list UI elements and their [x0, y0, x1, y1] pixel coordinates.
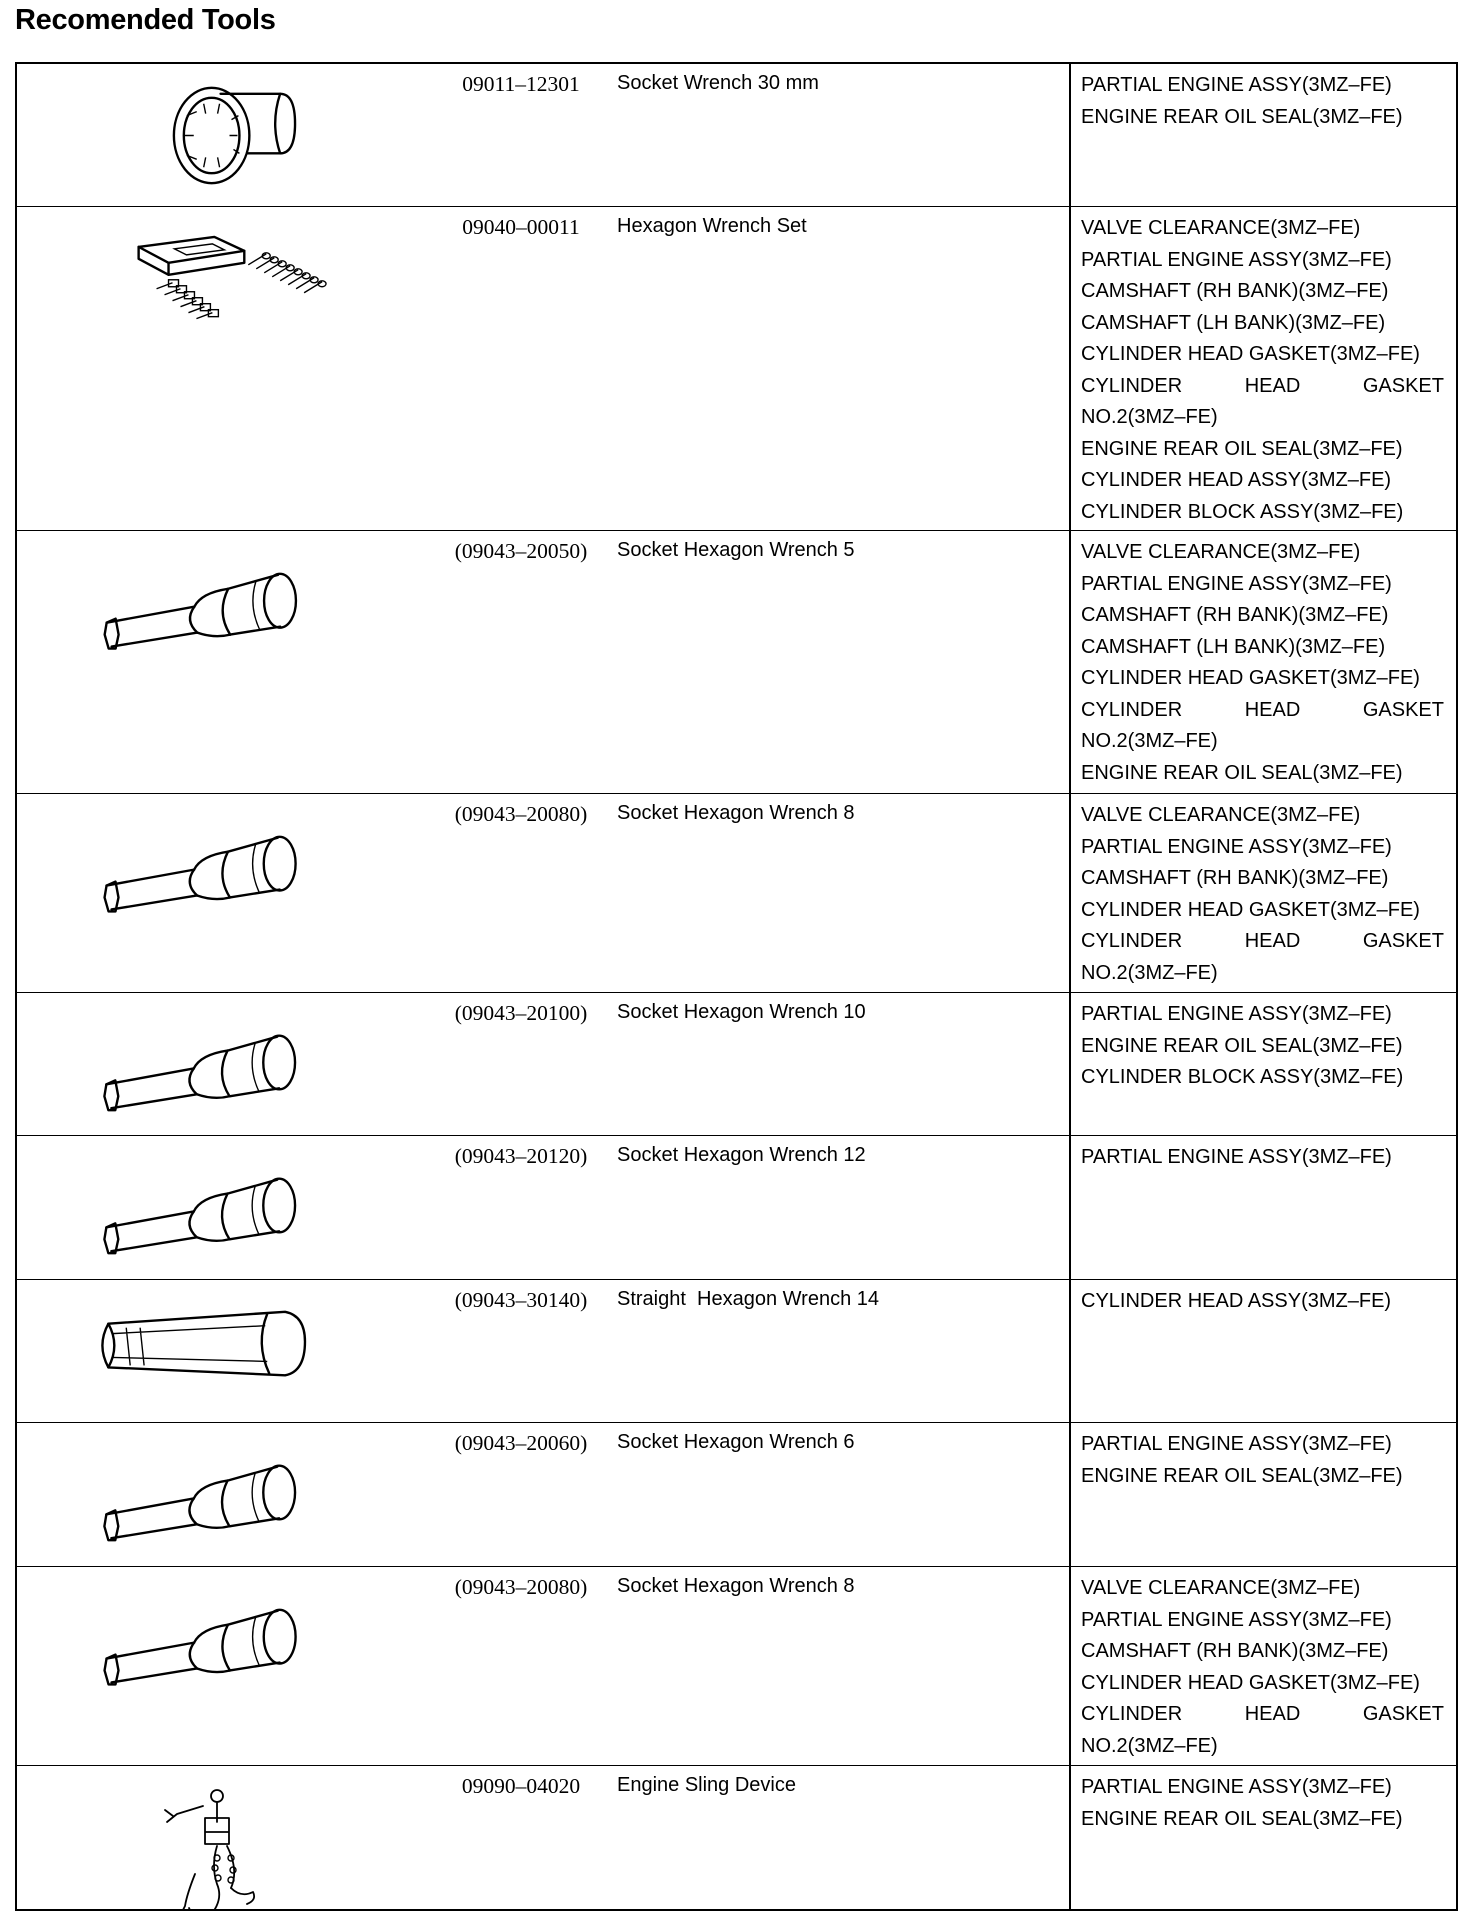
usage-item — [1081, 926, 1444, 958]
tool-name: Socket Hexagon Wrench 8 — [617, 1575, 855, 1597]
part-number: (09043–30140) — [454, 1288, 588, 1312]
usage-list — [1069, 1567, 1456, 1765]
usage-item: ENGINE REAR OIL SEAL(3MZ–FE) — [1081, 1034, 1403, 1057]
part-number: (09043–20080) — [454, 802, 588, 826]
tool-name: Socket Hexagon Wrench 5 — [617, 539, 855, 561]
usage-item: PARTIAL ENGINE ASSY(3MZ–FE) — [1081, 1146, 1392, 1168]
straight-hexagon-wrench-icon — [17, 1280, 419, 1422]
tool-name: Engine Sling Device — [617, 1774, 796, 1796]
socket-hexagon-wrench-icon — [17, 1136, 419, 1279]
part-number: 09011–12301 — [462, 72, 580, 96]
usage-item: PARTIAL ENGINE ASSY(3MZ–FE) — [1081, 835, 1392, 858]
usage-item: CAMSHAFT (LH BANK)(3MZ–FE) — [1081, 311, 1386, 334]
usage-item: CYLINDER HEAD ASSY(3MZ–FE) — [1081, 1290, 1392, 1312]
tool-row — [17, 64, 1456, 207]
usage-item: CYLINDER BLOCK ASSY(3MZ–FE) — [1081, 1066, 1404, 1088]
usage-word: HEAD — [1244, 698, 1301, 721]
part-number: 09090–04020 — [461, 1774, 581, 1798]
tool-row — [17, 531, 1456, 794]
part-number: (09043–20120) — [454, 1144, 588, 1168]
socket-30mm-icon — [17, 64, 419, 206]
socket-hexagon-wrench-icon — [17, 794, 419, 992]
usage-item: NO.2(3MZ–FE) — [1081, 730, 1218, 752]
usage-word: GASKET — [1362, 374, 1444, 397]
usage-word: GASKET — [1362, 1703, 1444, 1725]
tool-name: Socket Hexagon Wrench 6 — [617, 1431, 855, 1453]
tools-table — [15, 62, 1458, 1911]
part-number: (09043–20100) — [454, 1001, 588, 1025]
usage-item — [1081, 695, 1444, 727]
tool-row — [17, 1136, 1456, 1280]
tool-row — [17, 1766, 1456, 1909]
usage-item: VALVE CLEARANCE(3MZ–FE) — [1081, 804, 1361, 826]
usage-item: CAMSHAFT (RH BANK)(3MZ–FE) — [1081, 1640, 1389, 1662]
usage-item: CAMSHAFT (RH BANK)(3MZ–FE) — [1081, 867, 1389, 889]
usage-item: ENGINE REAR OIL SEAL(3MZ–FE) — [1081, 761, 1403, 784]
page-title: Recomended Tools — [15, 4, 276, 36]
tool-name: Hexagon Wrench Set — [617, 215, 807, 237]
socket-hexagon-wrench-icon — [17, 1423, 419, 1566]
part-number: (09043–20080) — [454, 1575, 588, 1599]
tool-name: Socket Wrench 30 mm — [617, 72, 819, 94]
part-number: (09043–20050) — [454, 539, 588, 563]
socket-hexagon-wrench-icon — [17, 1567, 419, 1765]
usage-item: NO.2(3MZ–FE) — [1081, 1734, 1218, 1757]
usage-item: VALVE CLEARANCE(3MZ–FE) — [1081, 541, 1361, 563]
tool-name: Socket Hexagon Wrench 8 — [617, 802, 855, 824]
usage-list — [1069, 1280, 1456, 1422]
usage-item: CYLINDER HEAD GASKET(3MZ–FE) — [1081, 898, 1420, 921]
tool-name: Straight Hexagon Wrench 14 — [617, 1288, 880, 1310]
usage-item: VALVE CLEARANCE(3MZ–FE) — [1081, 217, 1361, 239]
usage-item: CYLINDER HEAD ASSY(3MZ–FE) — [1081, 469, 1392, 491]
usage-word: HEAD — [1244, 1703, 1301, 1725]
usage-item: CAMSHAFT (LH BANK)(3MZ–FE) — [1081, 635, 1386, 658]
socket-hexagon-wrench-icon — [17, 993, 419, 1135]
usage-item: NO.2(3MZ–FE) — [1081, 406, 1218, 428]
usage-list — [1069, 1766, 1456, 1909]
usage-item: PARTIAL ENGINE ASSY(3MZ–FE) — [1081, 572, 1392, 595]
usage-word: HEAD — [1244, 374, 1301, 397]
usage-list — [1069, 794, 1456, 992]
usage-item — [1081, 371, 1444, 403]
usage-word: GASKET — [1362, 930, 1444, 952]
tool-name: Socket Hexagon Wrench 12 — [617, 1144, 866, 1166]
usage-item: CYLINDER HEAD GASKET(3MZ–FE) — [1081, 667, 1420, 689]
usage-item: ENGINE REAR OIL SEAL(3MZ–FE) — [1081, 1807, 1403, 1830]
usage-word: CYLINDER — [1081, 374, 1183, 397]
part-number: 09040–00011 — [462, 215, 580, 239]
usage-list — [1069, 531, 1456, 793]
usage-item: PARTIAL ENGINE ASSY(3MZ–FE) — [1081, 1003, 1392, 1025]
usage-list — [1069, 1423, 1456, 1566]
tool-row — [17, 794, 1456, 993]
usage-word: HEAD — [1244, 930, 1301, 952]
tool-row — [17, 1423, 1456, 1567]
usage-item — [1081, 1699, 1444, 1731]
tool-row — [17, 1567, 1456, 1766]
usage-list — [1069, 1136, 1456, 1279]
usage-item: PARTIAL ENGINE ASSY(3MZ–FE) — [1081, 248, 1392, 271]
part-number: (09043–20060) — [454, 1431, 588, 1455]
usage-item: CAMSHAFT (RH BANK)(3MZ–FE) — [1081, 604, 1389, 626]
engine-sling-device-icon — [17, 1766, 419, 1909]
usage-item: CYLINDER HEAD GASKET(3MZ–FE) — [1081, 343, 1420, 365]
usage-item: PARTIAL ENGINE ASSY(3MZ–FE) — [1081, 1608, 1392, 1631]
usage-item: ENGINE REAR OIL SEAL(3MZ–FE) — [1081, 1464, 1403, 1487]
usage-item: PARTIAL ENGINE ASSY(3MZ–FE) — [1081, 1776, 1392, 1798]
usage-word: GASKET — [1362, 698, 1444, 721]
usage-item: ENGINE REAR OIL SEAL(3MZ–FE) — [1081, 437, 1403, 460]
usage-word: CYLINDER — [1081, 1703, 1183, 1725]
usage-item: CYLINDER HEAD GASKET(3MZ–FE) — [1081, 1671, 1420, 1694]
usage-list — [1069, 207, 1456, 530]
tool-row — [17, 207, 1456, 531]
usage-item: NO.2(3MZ–FE) — [1081, 961, 1218, 984]
usage-item: VALVE CLEARANCE(3MZ–FE) — [1081, 1577, 1361, 1599]
usage-word: CYLINDER — [1081, 698, 1183, 721]
usage-item: PARTIAL ENGINE ASSY(3MZ–FE) — [1081, 74, 1392, 96]
hexagon-wrench-set-icon — [17, 207, 419, 530]
usage-item: ENGINE REAR OIL SEAL(3MZ–FE) — [1081, 105, 1403, 128]
usage-list — [1069, 993, 1456, 1135]
usage-list — [1069, 64, 1456, 206]
usage-item: CYLINDER BLOCK ASSY(3MZ–FE) — [1081, 500, 1404, 523]
usage-item: PARTIAL ENGINE ASSY(3MZ–FE) — [1081, 1433, 1392, 1455]
tool-row — [17, 1280, 1456, 1423]
tool-row — [17, 993, 1456, 1136]
tool-name: Socket Hexagon Wrench 10 — [617, 1001, 866, 1023]
usage-item: CAMSHAFT (RH BANK)(3MZ–FE) — [1081, 280, 1389, 302]
socket-hexagon-wrench-icon — [17, 531, 419, 793]
usage-word: CYLINDER — [1081, 930, 1183, 952]
